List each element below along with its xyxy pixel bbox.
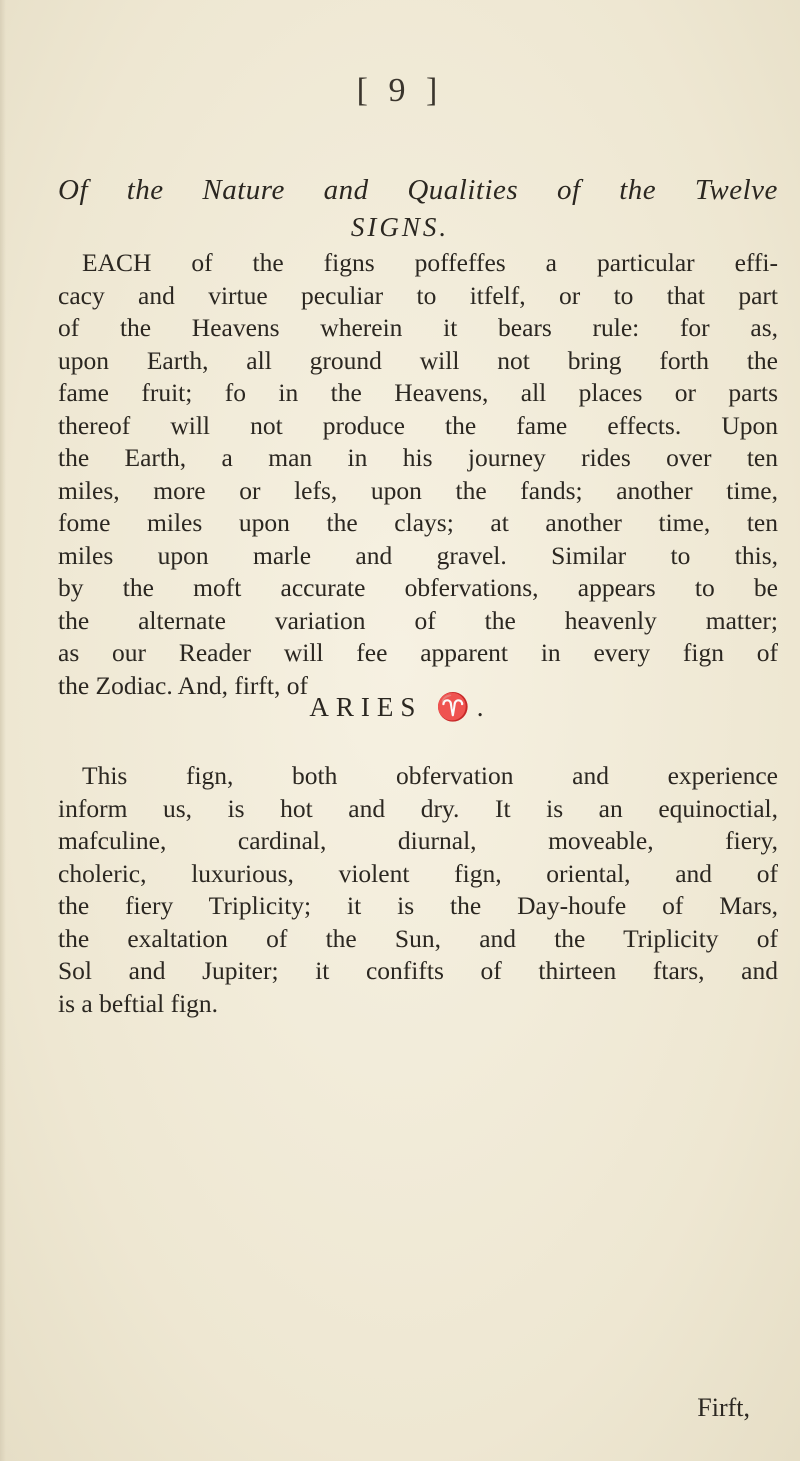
text-line: of the Heavens wherein it bears rule: for as, — [58, 313, 778, 342]
text-line: Sol and Jupiter; it confifts of thirteen ftars, and — [58, 956, 778, 985]
text-line: the exaltation of the Sun, and the Triplicity of — [58, 923, 778, 953]
section-heading-aries: ARIES ♈. — [309, 692, 491, 722]
chapter-title-line-2: SIGNS. — [350, 212, 450, 242]
text-line: as our Reader will fee apparent in every fign of — [58, 638, 778, 667]
text-line: fame fruit; fo in the Heavens, all places or parts — [58, 378, 778, 407]
text-line: cacy and virtue peculiar to itfelf, or to that part — [58, 280, 778, 310]
text-line: by the moft accurate obfervations, appears to be — [58, 573, 778, 602]
text-line: This fign, both obfervation and experience — [82, 761, 778, 790]
text-line: miles, more or lefs, upon the fands; another time, — [58, 475, 778, 505]
intro-paragraph — [58, 247, 778, 702]
title-word: the — [126, 174, 164, 206]
title-word: Nature — [202, 174, 285, 206]
text-line: miles upon marle and gravel. Similar to this, — [58, 540, 778, 570]
text-line: EACH of the figns poffeffes a particular effi- — [82, 248, 778, 277]
text-line: the Earth, a man in his journey rides over ten — [58, 443, 778, 472]
aries-paragraph — [58, 760, 778, 1020]
title-word: Twelve — [694, 174, 778, 206]
text-line: the alternate variation of the heavenly matter; — [58, 605, 778, 635]
text-line: inform us, is hot and dry. It is an equinoctial, — [58, 793, 778, 823]
text-line: choleric, luxurious, violent fign, oriental, and of — [58, 858, 778, 888]
title-word: and — [323, 174, 369, 206]
text-line: thereof will not produce the fame effects. Upon — [58, 410, 778, 440]
text-line: the fiery Triplicity; it is the Day-houfe of Mars, — [58, 891, 778, 920]
chapter-title-line-1 — [58, 174, 778, 207]
text-line: upon Earth, all ground will not bring forth the — [58, 345, 778, 375]
text-line: the Zodiac. And, firft, of — [58, 670, 308, 700]
title-word: Of — [58, 174, 88, 206]
title-word: the — [619, 174, 657, 206]
catchword: Firft, — [697, 1393, 750, 1422]
text-line: is a beftial fign. — [58, 988, 219, 1018]
page-number-header: [ 9 ] — [356, 72, 444, 109]
text-line: mafculine, cardinal, diurnal, moveable, fiery, — [58, 826, 778, 855]
title-word: Qualities — [407, 174, 519, 206]
text-line: fome miles upon the clays; at another time, ten — [58, 508, 778, 537]
title-word: of — [556, 174, 581, 206]
